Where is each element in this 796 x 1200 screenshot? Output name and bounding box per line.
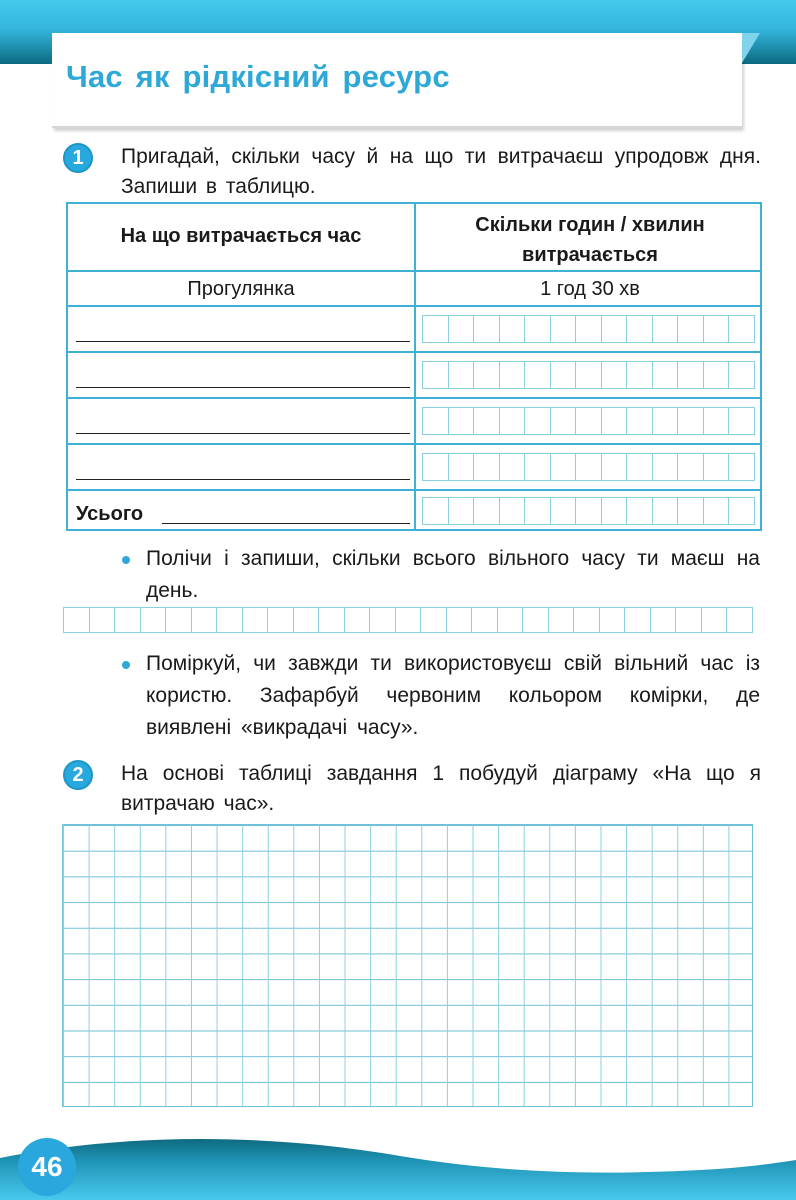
- task-1-badge: 1: [63, 143, 93, 173]
- table-header-row: [68, 204, 760, 270]
- time-input-cells[interactable]: [422, 453, 755, 481]
- table-row-example: [68, 270, 760, 305]
- table-row: [68, 443, 760, 489]
- task-2-instruction: На основі таблиці завдання 1 побудуй діаграму «На що я витрачаю час».: [121, 762, 761, 815]
- diagram-grid[interactable]: [62, 824, 753, 1107]
- bullet-1-text: Полічи і запиши, скільки всього вільного часу ти маєш на день.: [146, 547, 760, 602]
- header-activity: На що витрачається час: [120, 225, 362, 247]
- free-time-answer-cells[interactable]: [63, 607, 753, 633]
- table-row: [68, 305, 760, 351]
- total-label: Усього: [76, 503, 144, 525]
- activity-input-line[interactable]: [76, 387, 410, 388]
- page-title: Час як рідкісний ресурс: [66, 59, 450, 94]
- task-1-instruction: Пригадай, скільки часу й на що ти витрачаєш упродовж дня. Запиши в таблицю.: [121, 145, 761, 198]
- activity-input-line[interactable]: [76, 341, 410, 342]
- page-number: 46: [18, 1138, 76, 1196]
- total-input-line[interactable]: [162, 523, 410, 524]
- title-card: [52, 33, 742, 128]
- bullet-icon: [122, 661, 130, 669]
- task-2-badge: 2: [63, 760, 93, 790]
- bullet-icon: [122, 556, 130, 564]
- time-table: [66, 202, 762, 531]
- bullet-2-text: Поміркуй, чи завжди ти використовуєш свій вільний час із користю. Зафарбуй червоним кольором комірки, де виявлені «викрадачі часу».: [146, 652, 760, 739]
- table-row-total: [68, 489, 760, 531]
- time-input-cells[interactable]: [422, 315, 755, 343]
- header-duration: Скільки годин / хвилин витрачається: [475, 214, 705, 266]
- time-input-cells[interactable]: [422, 407, 755, 435]
- example-activity: Прогулянка: [187, 278, 295, 300]
- activity-input-line[interactable]: [76, 479, 410, 480]
- total-time-cells[interactable]: [422, 497, 755, 525]
- table-row: [68, 351, 760, 397]
- example-time: 1 год 30 хв: [540, 278, 640, 300]
- activity-input-line[interactable]: [76, 433, 410, 434]
- table-row: [68, 397, 760, 443]
- bottom-wave-decoration: [0, 1130, 796, 1200]
- time-input-cells[interactable]: [422, 361, 755, 389]
